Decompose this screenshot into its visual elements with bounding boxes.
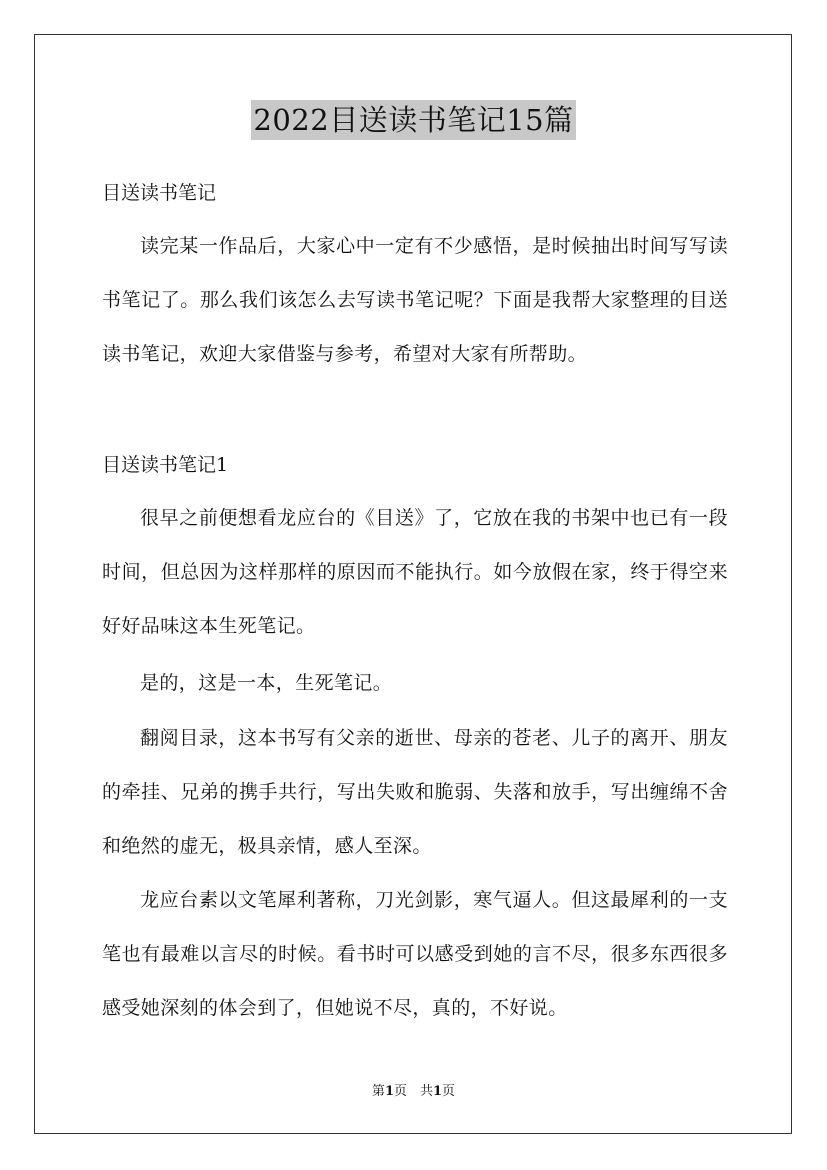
page-total: 1 [433, 1084, 443, 1099]
paragraph: 龙应台素以文笔犀利著称，刀光剑影，寒气逼人。但这最犀利的一支笔也有最难以言尽的时候。看书时可以感受到她的言不尽，很多东西很多感受她深刻的体会到了，但她说不尽，真的，不好说。 [102, 889, 728, 1019]
page-mid: 页 共 [393, 1084, 433, 1099]
paragraph: 是的，这是一本，生死笔记。 [140, 672, 393, 694]
page-prefix: 第 [371, 1084, 385, 1099]
document-title: 2022目送读书笔记15篇 [251, 100, 575, 140]
section-heading: 目送读书笔记 [102, 182, 217, 204]
page-suffix: 页 [442, 1084, 456, 1099]
paragraph: 翻阅目录，这本书写有父亲的逝世、母亲的苍老、儿子的离开、朋友的牵挂、兄弟的携手共行，写出失败和脆弱、失落和放手，写出缠绵不舍和绝然的虚无，极具亲情，感人至深。 [102, 727, 728, 857]
section-heading: 目送读书笔记1 [102, 454, 229, 476]
page-current: 1 [384, 1084, 394, 1099]
paragraph: 很早之前便想看龙应台的《目送》了，它放在我的书架中也已有一段时间，但总因为这样那样的原因而不能执行。如今放假在家，终于得空来好好品味这本生死笔记。 [102, 507, 728, 637]
page-footer [0, 1083, 827, 1101]
paragraph: 读完某一作品后，大家心中一定有不少感悟，是时候抽出时间写写读书笔记了。那么我们该怎么去写读书笔记呢？下面是我帮大家整理的目送读书笔记，欢迎大家借鉴与参考，希望对大家有所帮助。 [102, 235, 728, 365]
title-container [0, 100, 827, 140]
